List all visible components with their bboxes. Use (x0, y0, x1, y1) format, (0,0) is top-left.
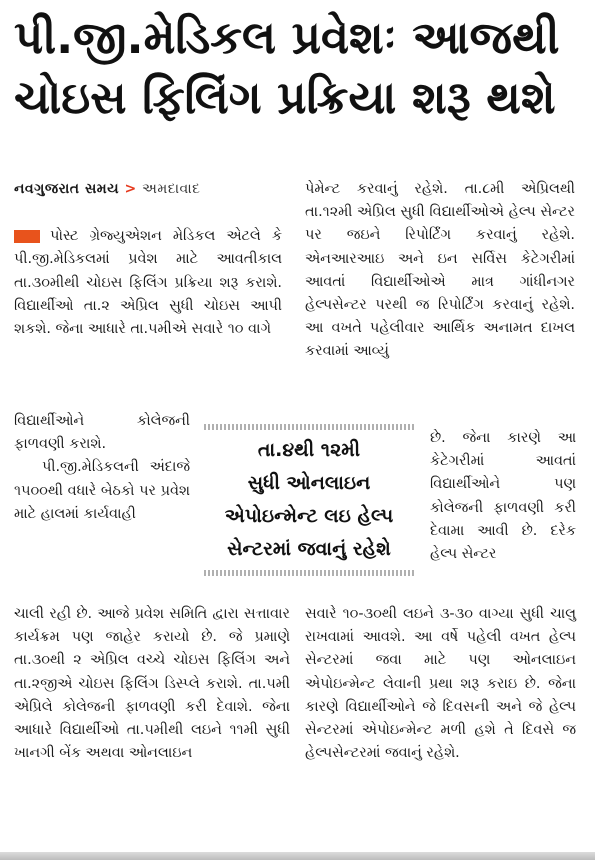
column-right-top (305, 178, 575, 364)
column-right-bottom (305, 603, 576, 765)
column-left-middle (14, 410, 190, 526)
pull-quote-line-2: સુધી ઓનલાઇન (247, 472, 371, 494)
pull-quote (200, 424, 418, 584)
headline-line-1: પી.જી.મેડિકલ પ્રવેશઃ આજથી (14, 11, 560, 64)
pull-quote-line-4: સેન્ટરમાં જવાનું રહેશે (227, 538, 391, 560)
column-left-top (14, 178, 282, 341)
headline-line-2: ચોઇસ ફિલિંગ પ્રક્રિયા શરૂ થશે (14, 71, 556, 124)
paragraph-schedule: ચાલી રહી છે. આજે પ્રવેશ સમિતિ દ્વારા સત્તાવાર કાર્યક્રમ પણ જાહેર કરાયો છે. જે પ્રમાણે તા.૩૦થી ૨ એપ્રિલ વચ્ચે ચોઇસ ફિલિંગ અને તા.૨જીએ ચોઇસ ફિલિંગ ડિસ્પ્લે કરાશે. તા.૫મી એપ્રિલે કોલેજની ફાળવણી કરી દેવાશે. જેના આધારે વિદ્યાર્થીઓ તા.૫મીથી લઇને ૧૧મી સુધી ખાનગી બેંક અથવા ઓનલાઇન (14, 606, 290, 762)
pull-quote-text (200, 430, 418, 570)
byline (14, 178, 282, 201)
lead-text: પોસ્ટ ગ્રેજ્યુએશન મેડિકલ એટલે કે પી.જી.મેડિકલમાં પ્રવેશ માટે આવતીકાલ તા.૩૦મીથી ચોઇસ ફિલિંગ પ્રક્રિયા શરૂ કરાશે. વિદ્યાર્થીઓ તા.૨ એપ્રિલ સુધી ચોઇસ આપી શકશે. જેના આધારે તા.૫મીએ સવારે ૧૦ વાગે (14, 228, 282, 338)
headline (14, 8, 584, 128)
red-square-marker-icon (14, 230, 40, 243)
paragraph-category: છે. જેના કારણે આ કેટેગરીમાં આવતાં વિદ્યાર્થીઓને પણ કોલેજની ફાળવણી કરી દેવામા આવી છે. દરેક હેલ્પ સેન્ટર (430, 430, 576, 563)
page-edge (0, 852, 595, 860)
pull-quote-line-1: તા.૪થી ૧૨મી (257, 439, 361, 461)
column-right-middle (430, 427, 576, 566)
paragraph-seats: પી.જી.મેડિકલની અંદાજે ૧૫૦૦થી વધારે બેઠકો પર પ્રવેશ માટે હાલમાં કાર્યવાહી (14, 459, 190, 522)
paragraph-payment: પેમેન્ટ કરવાનું રહેશે. તા.૮મી એપ્રિલથી તા.૧૨મી એપ્રિલ સુધી વિદ્યાર્થીઓએ હેલ્પ સેન્ટર પર જઇને રિપોર્ટિંગ કરવાનું રહેશે. એનઆરઆઇ અને ઇન સર્વિસ કેટેગરીમાં આવતાં વિદ્યાર્થીઓએ માત્ર ગાંધીનગર હેલ્પસેન્ટર પરથી જ રિપોર્ટિંગ કરવાનું રહેશે. આ વખતે પહેલીવાર આર્થિક અનામત દાખલ કરવામાં આવ્યું (305, 181, 575, 360)
column-left-bottom (14, 603, 290, 765)
pull-quote-bottom-rule (204, 570, 414, 576)
paragraph-help-center: સવારે ૧૦-૩૦થી લઇને ૩-૩૦ વાગ્યા સુધી ચાલુ રાખવામાં આવશે. આ વર્ષે પહેલી વખત હેલ્પ સેન્ટરમાં જવા માટે પણ ઓનલાઇન એપોઇન્મેન્ટ લેવાની પ્રથા શરૂ કરાઇ છે. જેના કારણે વિદ્યાર્થીઓને જે દિવસની અને જે હેલ્પ સેન્ટરમાં એપોઇન્મેન્ટ મળી હશે તે દિવસે જ હેલ્પસેન્ટરમાં જવાનું રહેશે. (305, 606, 576, 762)
byline-source: નવગુજરાત સમય (14, 181, 120, 197)
byline-separator: > (124, 181, 137, 197)
lead-paragraph (14, 225, 282, 341)
paragraph-allocation: વિદ્યાર્થીઓને કોલેજની ફાળવણી કરાશે. (14, 413, 190, 453)
byline-city: અમદાવાદ (142, 181, 201, 197)
pull-quote-line-3: એપોઇન્મેન્ટ લઇ હેલ્પ (224, 505, 394, 527)
